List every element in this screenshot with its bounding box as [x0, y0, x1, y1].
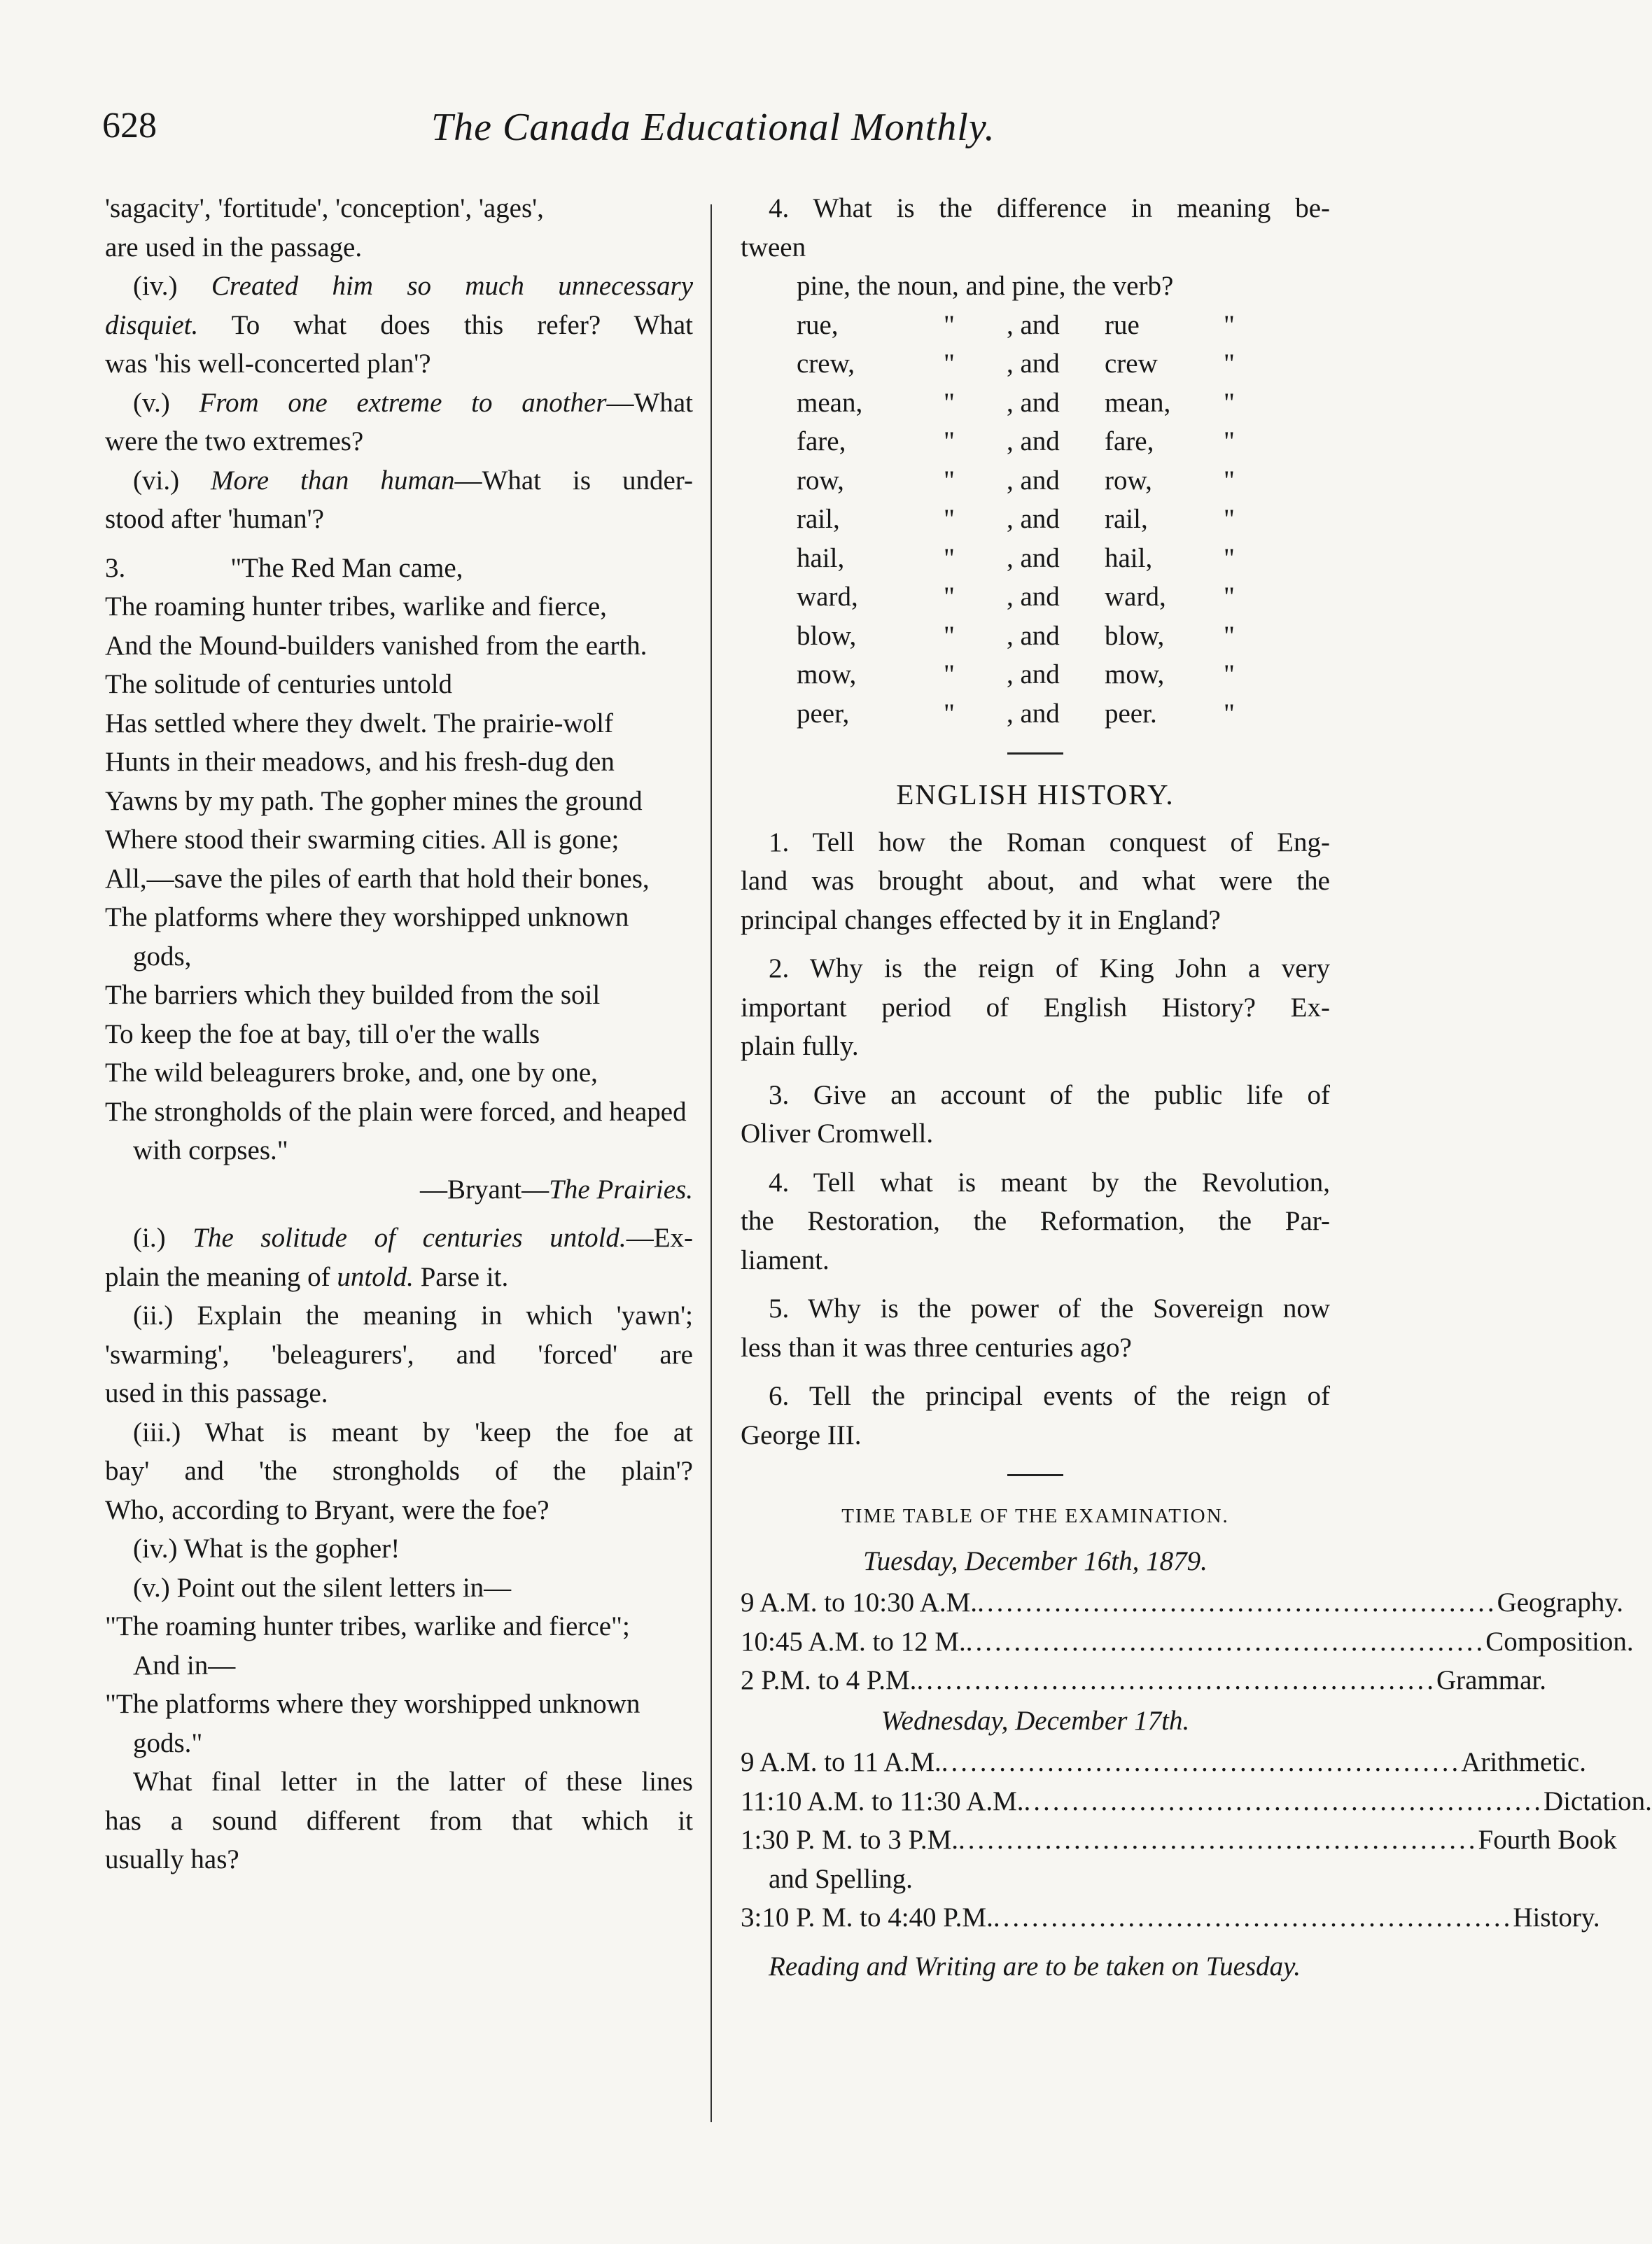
poem-line: And the Mound-builders vanished from the earth. [105, 630, 648, 661]
word-table-cell: ward, [797, 582, 858, 612]
quoted-line: "The roaming hunter tribes, warlike and fierce"; [105, 1611, 630, 1641]
word-table-cell: fare, [797, 426, 846, 456]
poem-line: To keep the foe at bay, till o'er the walls [105, 1018, 540, 1049]
poem-line: The strongholds of the plain were forced, and heaped with corpses." [105, 1096, 687, 1165]
text-line: are used in the passage. [105, 232, 363, 262]
word-table-cell: " [944, 659, 955, 689]
word-table-cell: " [1224, 620, 1235, 651]
column-divider [710, 204, 712, 2122]
word-table-cell: rail, [797, 504, 840, 534]
timetable-title: TIME TABLE OF THE EXAMINATION. [841, 1505, 1229, 1527]
word-table-cell: , and [1007, 387, 1060, 418]
question-iv-b: (iv.) What is the gopher! [133, 1534, 400, 1564]
word-table-cell: , and [1007, 698, 1060, 729]
quoted-line: "The platforms where they worshipped unknown gods." [105, 1689, 640, 1758]
text-line: bay' and 'the strongholds of the plain'? [105, 1456, 693, 1486]
word-table-cell: hail, [1105, 542, 1153, 573]
poem-line: The solitude of centuries untold [105, 669, 453, 699]
text-line: were the two extremes? [105, 426, 364, 456]
word-table-cell: rail, [1105, 504, 1148, 534]
word-table-row [741, 422, 1330, 461]
word-table-cell: " [1224, 309, 1235, 340]
word-table-cell: mean, [1105, 387, 1171, 418]
text-line: tween [741, 232, 806, 262]
text-line: important period of English History? Ex- [741, 992, 1330, 1023]
word-table-cell: row, [797, 465, 844, 496]
word-table-row [741, 694, 1330, 734]
word-table-cell: blow, [1105, 620, 1165, 651]
word-table-cell: rue, [797, 309, 839, 340]
word-table-cell: hail, [797, 542, 845, 573]
poem-line: The barriers which they builded from the soil [105, 980, 601, 1010]
word-table-cell: , and [1007, 309, 1060, 340]
word-table-cell: " [1224, 542, 1235, 573]
word-table-cell: " [944, 620, 955, 651]
text-line: usually has? [105, 1844, 239, 1874]
word-table-cell: , and [1007, 542, 1060, 573]
timetable-row: 3:10 P. M. to 4:40 P.M. ...................................................... History. [741, 1902, 1600, 1933]
word-table-cell: row, [1105, 465, 1152, 496]
text-line: Who, according to Bryant, were the foe? [105, 1494, 550, 1525]
timetable-row: 2 P.M. to 4 P.M. ...................................................... Grammar. [741, 1665, 1546, 1695]
history-question-5: 5. Why is the power of the Sovereign now [769, 1293, 1330, 1324]
word-table-cell: rue [1105, 309, 1140, 340]
word-table-cell: blow, [797, 620, 857, 651]
text-line: 'swarming', 'beleagurers', and 'forced' are [105, 1339, 693, 1370]
page-header [102, 105, 1334, 168]
section-heading: ENGLISH HISTORY. [896, 778, 1175, 811]
word-table-row [741, 306, 1330, 345]
timetable-row-continuation: and Spelling. [769, 1863, 913, 1894]
poem-line: Yawns by my path. The gopher mines the ground [105, 785, 643, 816]
word-table-cell: " [944, 309, 955, 340]
word-table-cell: " [1224, 659, 1235, 689]
text-line: used in this passage. [105, 1378, 328, 1408]
text-line: disquiet. To what does this refer? What [105, 309, 693, 340]
word-table-cell: " [944, 698, 955, 729]
word-table-cell: , and [1007, 465, 1060, 496]
word-table-cell: " [944, 349, 955, 379]
text-line: pine, the noun, and pine, the verb? [797, 271, 1174, 301]
poem-line: The platforms where they worshipped unknown gods, [105, 902, 629, 972]
question-v-b: (v.) Point out the silent letters in— [133, 1572, 512, 1603]
word-table-cell: , and [1007, 620, 1060, 651]
timetable-row: 9 A.M. to 11 A.M. ...................................................... Arithmetic. [741, 1747, 1586, 1777]
word-table-cell: " [944, 426, 955, 456]
poem-line: The wild beleagurers broke, and, one by one, [105, 1058, 598, 1088]
timetable-day-1-rows [741, 1583, 1634, 1700]
poem-line: Hunts in their meadows, and his fresh-dug den [105, 747, 615, 777]
word-table-cell: " [1224, 698, 1235, 729]
question-i: (i.) The solitude of centuries untold.—Ex- [133, 1223, 693, 1253]
word-table-cell: " [944, 504, 955, 534]
word-table-cell: " [1224, 465, 1235, 496]
word-table-row [741, 577, 1330, 617]
word-table-cell: , and [1007, 349, 1060, 379]
right-column [741, 189, 1652, 1986]
history-question-6: 6. Tell the principal events of the reign of [769, 1381, 1330, 1411]
timetable-row: 11:10 A.M. to 11:30 A.M. ...................................................... Dictation. [741, 1786, 1652, 1816]
timetable-note: Reading and Writing are to be taken on Tuesday. [769, 1951, 1301, 1982]
word-table-cell: peer. [1105, 698, 1157, 729]
word-table-cell: " [1224, 387, 1235, 418]
word-table-cell: " [944, 387, 955, 418]
word-table-cell: fare, [1105, 426, 1154, 456]
history-question-1: 1. Tell how the Roman conquest of Eng- [769, 827, 1330, 857]
word-table-cell: mow, [797, 659, 857, 689]
text-line: stood after 'human'? [105, 504, 324, 534]
word-table-cell: , and [1007, 504, 1060, 534]
running-title: The Canada Educational Monthly. [431, 106, 995, 149]
question-vi: (vi.) More than human—What is under- [133, 465, 693, 496]
text-line: plain fully. [741, 1031, 859, 1061]
poem-line: Has settled where they dwelt. The prairie-wolf [105, 708, 613, 738]
text-line: principal changes effected by it in England? [741, 904, 1221, 935]
word-table-cell: mow, [1105, 659, 1165, 689]
question-iii: (iii.) What is meant by 'keep the foe at [133, 1417, 693, 1447]
text-line: was 'his well-concerted plan'? [105, 349, 431, 379]
timetable-day-2-rows [741, 1743, 1652, 1860]
timetable-row: 9 A.M. to 10:30 A.M. ...................................................... Geography. [741, 1587, 1624, 1618]
word-table-row [741, 500, 1330, 539]
poem-line: All,—save the piles of earth that hold their bones, [105, 863, 650, 894]
word-table-cell: " [1224, 349, 1235, 379]
history-question-3: 3. Give an account of the public life of [769, 1079, 1330, 1110]
text-line: the Restoration, the Reformation, the Par- [741, 1206, 1330, 1236]
word-table-row [741, 384, 1330, 423]
history-question-2: 2. Why is the reign of King John a very [769, 953, 1330, 983]
timetable-day-2: Wednesday, December 17th. [881, 1705, 1190, 1736]
section-rule [1007, 752, 1063, 755]
word-table-cell: crew, [797, 349, 855, 379]
word-table [741, 306, 1330, 734]
word-table-cell: , and [1007, 582, 1060, 612]
text-line: less than it was three centuries ago? [741, 1332, 1132, 1363]
question-ii: (ii.) Explain the meaning in which 'yawn'; [133, 1300, 693, 1331]
word-table-cell: " [1224, 504, 1235, 534]
word-table-row [741, 539, 1330, 578]
word-table-cell: " [944, 465, 955, 496]
poem-attribution: —Bryant—The Prairies. [420, 1174, 693, 1205]
word-table-cell: " [944, 582, 955, 612]
word-table-cell: " [1224, 582, 1235, 612]
word-table-cell: ward, [1105, 582, 1166, 612]
question-iv: (iv.) Created him so much unnecessary [133, 271, 694, 301]
text-line: Oliver Cromwell. [741, 1119, 934, 1149]
text-line: And in— [133, 1650, 236, 1681]
question-4: 4. What is the difference in meaning be- [769, 193, 1330, 223]
question-v: (v.) From one extreme to another—What [133, 387, 693, 418]
word-table-cell: , and [1007, 659, 1060, 689]
word-table-row [741, 344, 1330, 384]
text-line: plain the meaning of untold. Parse it. [105, 1261, 509, 1292]
text-line: has a sound different from that which it [105, 1805, 693, 1836]
word-table-cell: crew [1105, 349, 1158, 379]
left-column [105, 189, 693, 1879]
word-table-row [741, 461, 1330, 500]
history-question-4: 4. Tell what is meant by the Revolution, [769, 1167, 1330, 1198]
page-number: 628 [102, 106, 157, 146]
section-rule [1007, 1474, 1063, 1476]
word-table-cell: peer, [797, 698, 850, 729]
word-table-cell: " [944, 542, 955, 573]
text-line: 'sagacity', 'fortitude', 'conception', 'ages', [105, 193, 544, 223]
timetable-day-1: Tuesday, December 16th, 1879. [863, 1545, 1208, 1576]
poem-line: Where stood their swarming cities. All is gone; [105, 825, 620, 855]
word-table-cell: , and [1007, 426, 1060, 456]
text-line: land was brought about, and what were the [741, 866, 1330, 896]
timetable-row: 1:30 P. M. to 3 P.M. ...................................................... Fourth Book [741, 1825, 1617, 1855]
word-table-cell: mean, [797, 387, 863, 418]
word-table-row [741, 617, 1330, 656]
poem-heading: 3. "The Red Man came, [105, 552, 463, 583]
question-final: What final letter in the latter of these lines [133, 1767, 693, 1797]
text-line: liament. [741, 1244, 830, 1275]
text-line: George III. [741, 1419, 862, 1450]
poem-line: The roaming hunter tribes, warlike and fierce, [105, 591, 607, 622]
timetable-row: 10:45 A.M. to 12 M. ...................................................... Composition. [741, 1626, 1634, 1657]
word-table-row [741, 655, 1330, 694]
word-table-cell: " [1224, 426, 1235, 456]
